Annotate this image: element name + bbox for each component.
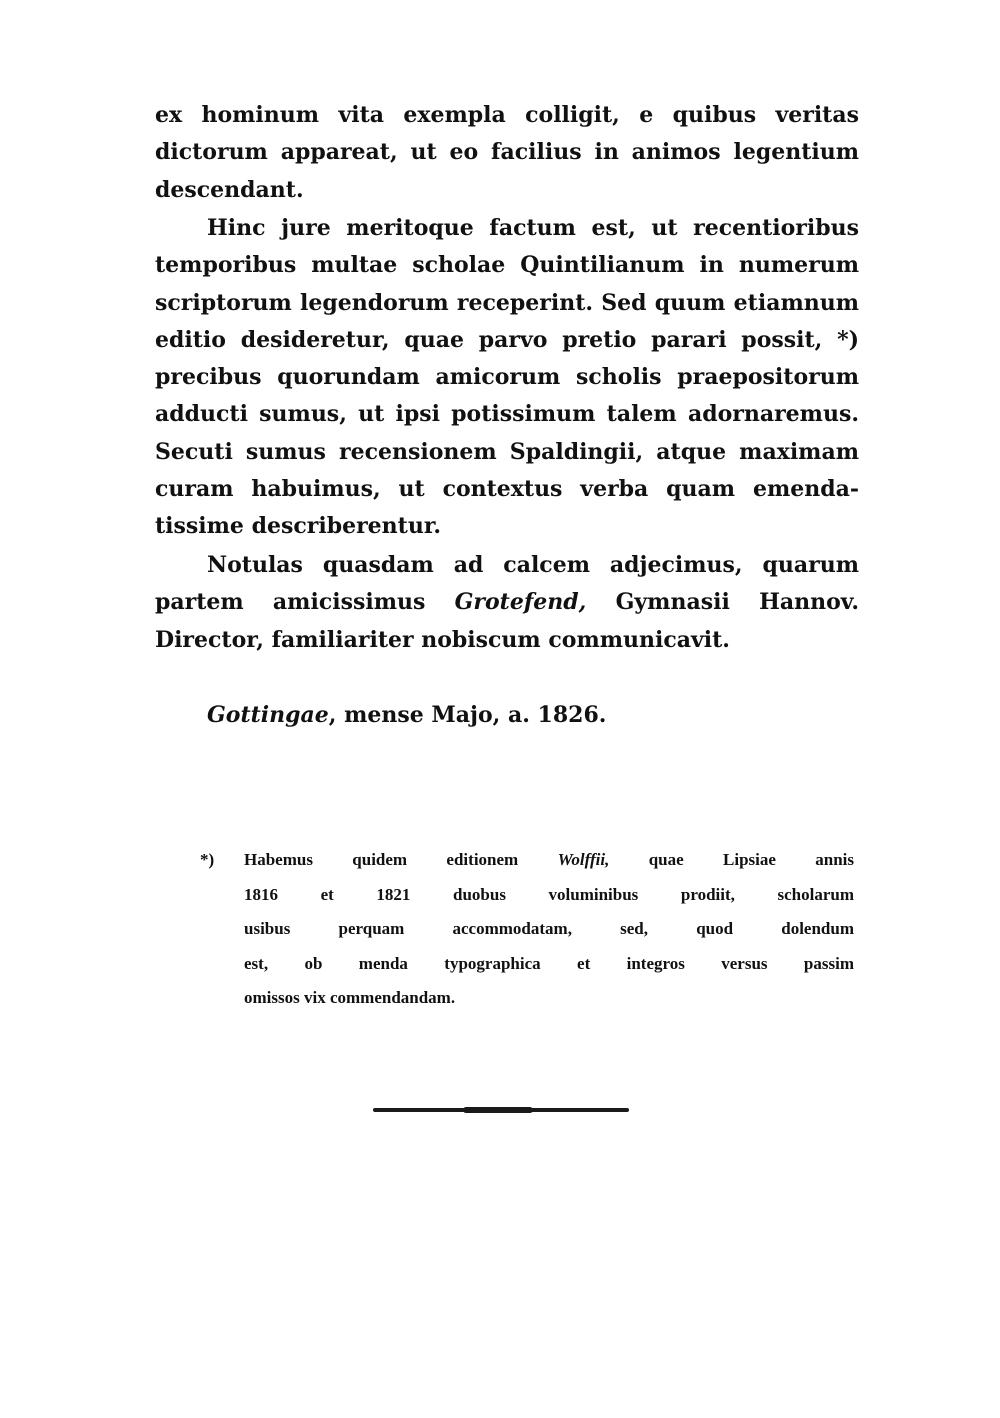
text-line: Secuti sumus recensionem Spaldingii, atque maximam: [155, 438, 859, 465]
text-line: Notulas quasdam ad calcem adjecimus, quarum: [207, 552, 859, 578]
author-name-grotefend: Grotefend,: [454, 589, 587, 616]
footnote-line: usibus perquam accommodatam, sed, quod dolendum: [244, 919, 854, 938]
text-line: scriptorum legendorum receperint. Sed quum etiamnum: [155, 289, 859, 316]
paragraph-3: [155, 547, 859, 659]
dateline: [207, 697, 606, 734]
decorative-rule: [373, 1108, 629, 1112]
text-line: tissime describerentur.: [155, 513, 442, 540]
text-line: Hinc jure meritoque factum est, ut recentioribus: [207, 215, 859, 241]
text-segment: quae Lipsiae annis: [609, 850, 854, 869]
footnote-line: est, ob menda typographica et integros versus passim: [244, 953, 854, 973]
paragraph-1: [155, 97, 859, 209]
author-name-wolffii: Wolffii,: [557, 850, 610, 869]
text-line: adducti sumus, ut ipsi potissimum talem adornaremus.: [155, 401, 859, 428]
text-line: editio desideretur, quae parvo pretio parari possit, *): [155, 326, 859, 353]
paragraph-2: [155, 210, 859, 546]
footnote-line: 1816 et 1821 duobus voluminibus prodiit, scholarum: [244, 884, 854, 904]
text-line: Director, familiariter nobiscum communicavit.: [155, 626, 730, 653]
footnote-body: [244, 843, 854, 1016]
text-line: dictorum appareat, ut eo facilius in animos legentium: [155, 139, 859, 166]
text-line: precibus quorundam amicorum scholis praepositorum: [155, 364, 859, 391]
text-line: ex hominum vita exempla colligit, e quibus veritas: [155, 102, 859, 128]
dateline-place: Gottingae: [207, 702, 329, 728]
footnote-line: omissos vix commendandam.: [244, 988, 456, 1007]
dateline-date: , mense Majo, a. 1826.: [328, 702, 607, 728]
text-segment: Gymnasii Hannov.: [586, 589, 859, 616]
text-segment: Habemus quidem editionem: [244, 850, 558, 869]
text-line: curam habuimus, ut contextus verba quam emenda-: [155, 476, 859, 503]
footnote: [200, 843, 854, 1016]
text-line: [155, 584, 859, 621]
text-line: descendant.: [155, 176, 304, 203]
text-segment: partem amicissimus: [155, 589, 455, 616]
footnote-line: [244, 843, 854, 878]
footnote-marker: *): [200, 850, 215, 869]
text-line: temporibus multae scholae Quintilianum in numerum: [155, 252, 859, 279]
